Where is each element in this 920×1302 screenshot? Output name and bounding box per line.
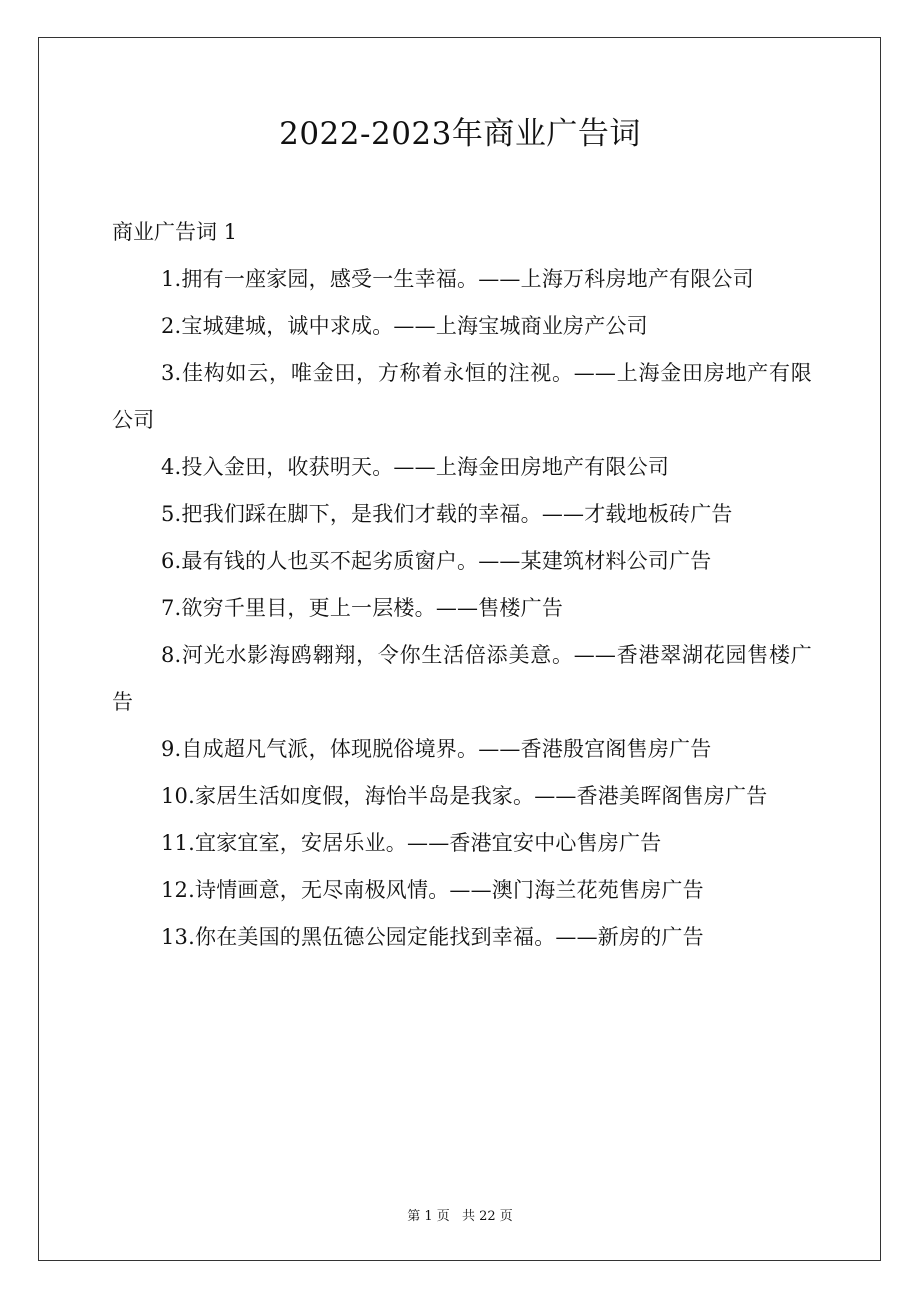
page-footer [0, 1208, 920, 1226]
page-number: 第 1 页 [407, 1209, 450, 1224]
ad-item-13: 13.你在美国的黑伍德公园定能找到幸福。——新房的广告 [161, 925, 704, 949]
page-total: 共 22 页 [461, 1209, 513, 1224]
ad-item-10: 10.家居生活如度假，海怡半岛是我家。——香港美晖阁售房广告 [161, 784, 768, 808]
ad-item-11: 11.宜家宜室，安居乐业。——香港宜安中心售房广告 [161, 831, 662, 855]
ad-item-12: 12.诗情画意，无尽南极风情。——澳门海兰花苑售房广告 [161, 878, 704, 902]
section-heading: 商业广告词 1 [112, 220, 238, 244]
ad-item-3: 3.佳构如云，唯金田，方称着永恒的注视。——上海金田房地产有限公司 [112, 361, 812, 432]
document-title: 2022-2023年商业广告词 [279, 116, 641, 152]
ad-item-7: 7.欲穷千里目，更上一层楼。——售楼广告 [161, 596, 564, 620]
ad-item-9: 9.自成超凡气派，体现脱俗境界。——香港殷宫阁售房广告 [161, 737, 712, 761]
ad-item-6: 6.最有钱的人也买不起劣质窗户。——某建筑材料公司广告 [161, 549, 712, 573]
ad-item-4: 4.投入金田，收获明天。——上海金田房地产有限公司 [161, 455, 670, 479]
ad-item-2: 2.宝城建城，诚中求成。——上海宝城商业房产公司 [161, 314, 648, 338]
ad-item-8: 8.河光水影海鸥翱翔，令你生活倍添美意。——香港翠湖花园售楼广告 [112, 643, 812, 714]
ad-item-1: 1.拥有一座家园，感受一生幸福。——上海万科房地产有限公司 [161, 267, 754, 291]
ad-item-5: 5.把我们踩在脚下，是我们才载的幸福。——才载地板砖广告 [161, 502, 733, 526]
document-body [112, 209, 812, 961]
